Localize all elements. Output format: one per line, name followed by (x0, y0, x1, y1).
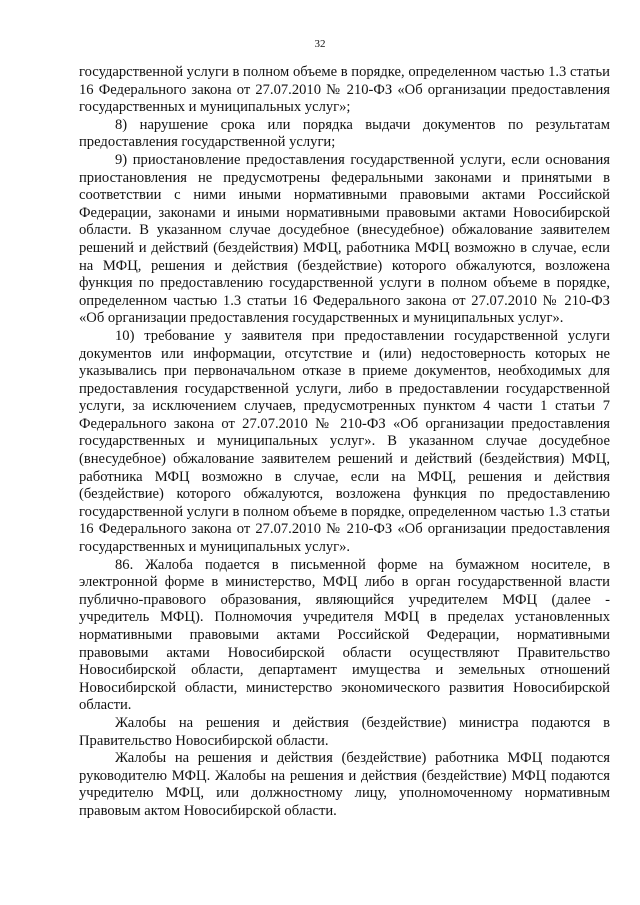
paragraph-continuation: государственной услуги в полном объеме в порядке, определенном частью 1.3 статьи 16 Федерального закона от 27.07.2010 № 210-ФЗ «Об организации предоставления государственных и муниципальных услуг»; (79, 64, 610, 116)
paragraph-item-8: 8) нарушение срока или порядка выдачи документов по результатам предоставления государственной услуги; (79, 116, 610, 151)
paragraph-86: 86. Жалоба подается в письменной форме на бумажном носителе, в электронной форме в министерство, МФЦ либо в орган государственной власти публично-правового образования, являющийся учредителем МФЦ (далее - учредитель МФЦ). Полномочия учредителя МФЦ в пределах установленных нормативными правовыми актами Российской Федерации, нормативными правовыми актами Новосибирской области осуществляют Правительство Новосибирской области, департамент имущества и земельных отношений Новосибирской области, министерство экономического развития Новосибирской области. (79, 556, 610, 714)
paragraph-minister-complaints: Жалобы на решения и действия (бездействие) министра подаются в Правительство Новосибирской области. (79, 714, 610, 749)
paragraph-item-10: 10) требование у заявителя при предоставлении государственной услуги документов или информации, отсутствие и (или) недостоверность которых не указывались при первоначальном отказе в приеме документов, необходимых для предоставления государственной услуги, либо в предоставлении государственной услуги, за исключением случаев, предусмотренных пунктом 4 части 1 статьи 7 Федерального закона от 27.07.2010 № 210-ФЗ «Об организации предоставления государственных и муниципальных услуг». В указанном случае досудебное (внесудебное) обжалование заявителем решений и действий (бездействия) МФЦ, работника МФЦ возможно в случае, если на МФЦ, решения и действия (бездействие) которого обжалуются, возложена функция по предоставлению государственной услуги в полном объеме в порядке, определенном частью 1.3 статьи 16 Федерального закона от 27.07.2010 № 210-ФЗ «Об организации предоставления государственных и муниципальных услуг». (79, 327, 610, 556)
document-body (79, 64, 610, 821)
paragraph-item-9: 9) приостановление предоставления государственной услуги, если основания приостановления не предусмотрены федеральными законами и принятыми в соответствии с ними иными нормативными правовыми актами Российской Федерации, законами и иными нормативными правовыми актами Новосибирской области. В указанном случае досудебное (внесудебное) обжалование заявителем решений и действий (бездействия) МФЦ, работника МФЦ возможно в случае, если на МФЦ, решения и действия (бездействие) которого обжалуются, возложена функция по предоставлению государственной услуги в полном объеме в порядке, определенном частью 1.3 статьи 16 Федерального закона от 27.07.2010 № 210-ФЗ «Об организации предоставления государственных и муниципальных услуг». (79, 151, 610, 327)
page-number: 32 (314, 38, 326, 50)
paragraph-mfc-complaints: Жалобы на решения и действия (бездействие) работника МФЦ подаются руководителю МФЦ. Жалобы на решения и действия (бездействие) МФЦ подаются учредителю МФЦ, или должностному лицу, уполномоченному нормативным правовым актом Новосибирской области. (79, 750, 610, 819)
